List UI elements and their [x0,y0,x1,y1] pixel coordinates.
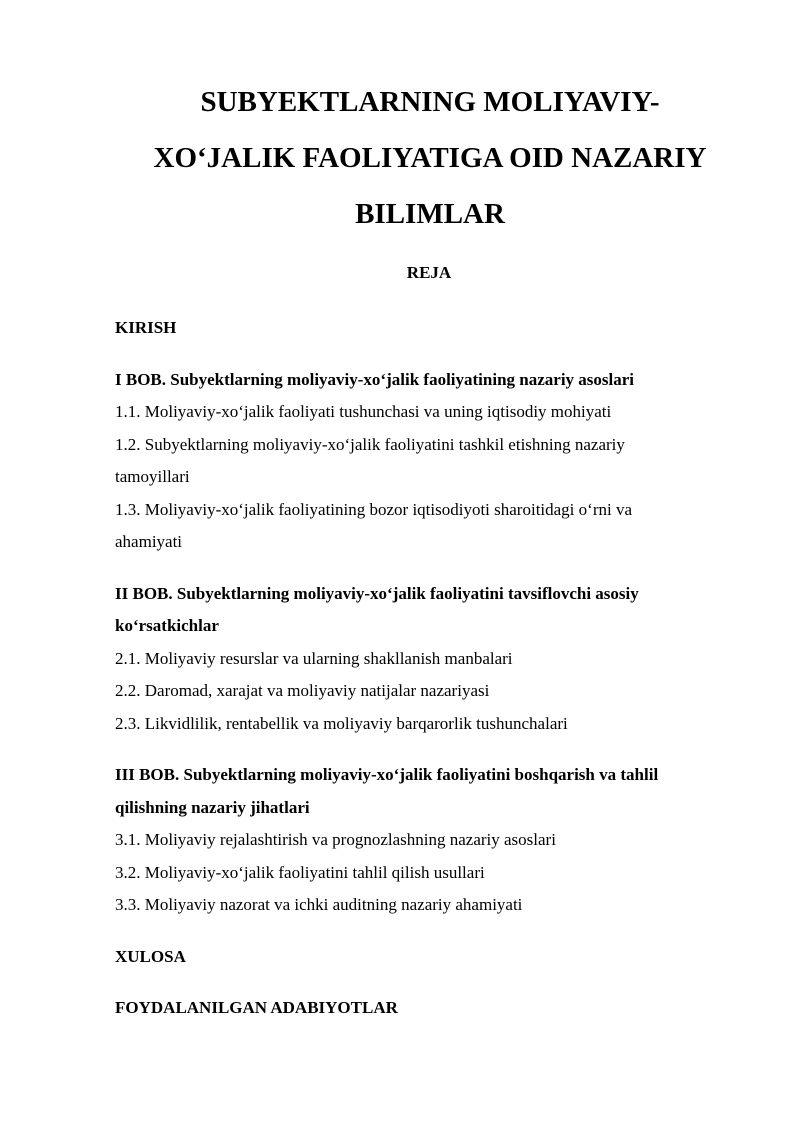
toc-chapter-3 [115,759,715,922]
toc-item [115,429,715,494]
toc-item [115,494,715,559]
chapter-heading-line: III BOB. Subyektlarning moliyaviy-xo‘jalik faoliyatini boshqarish va tahlil [115,765,659,784]
title-line: SUBYEKTLARNING MOLIYAVIY- [200,86,660,118]
toc-item [115,889,715,922]
toc-item [115,857,715,890]
toc-item-line: ahamiyati [115,532,183,551]
toc-item [115,824,715,857]
toc-intro: KIRISH [115,318,177,337]
chapter-heading-line: ko‘rsatkichlar [115,616,219,635]
chapter-heading [115,578,715,643]
document-title [100,74,760,242]
toc-item-line: tamoyillari [115,467,190,486]
toc-item [115,396,715,429]
title-line: BILIMLAR [355,198,505,230]
chapter-heading-line: II BOB. Subyektlarning moliyaviy-xo‘jalik faoliyatini tavsiflovchi asosiy [115,583,639,603]
toc-item-line: 2.2. Daromad, xarajat va moliyaviy natijalar nazariyasi [115,681,490,700]
toc-item [115,675,715,708]
plan-label: REJA [406,263,452,282]
chapter-heading-line: I BOB. Subyektlarning moliyaviy-xo‘jalik faoliyatining nazariy asoslari [115,369,635,389]
toc-item-line: 2.3. Likvidlilik, rentabellik va moliyaviy barqarorlik tushunchalari [115,713,568,733]
toc-references: FOYDALANILGAN ADABIYOTLAR [115,998,398,1017]
toc-item-line: 1.2. Subyektlarning moliyaviy-xo‘jalik faoliyatini tashkil etishning nazariy [115,434,625,454]
toc-item-line: 2.1. Moliyaviy resurslar va ularning shakllanish manbalari [115,648,513,668]
toc-conclusion: XULOSA [115,946,186,966]
toc-item-line: 1.1. Moliyaviy-xo‘jalik faoliyati tushunchasi va uning iqtisodiy mohiyati [115,402,612,421]
toc-chapter-1 [115,364,715,559]
chapter-heading [115,759,715,824]
toc-item [115,643,715,676]
toc-item-line: 1.3. Moliyaviy-xo‘jalik faoliyatining bozor iqtisodiyoti sharoitidagi o‘rni va [115,499,632,519]
toc-item-line: 3.2. Moliyaviy-xo‘jalik faoliyatini tahlil qilish usullari [115,862,485,882]
table-of-contents [115,312,715,1025]
toc-item-line: 3.3. Moliyaviy nazorat va ichki auditning nazariy ahamiyati [115,895,523,914]
title-line: XO‘JALIK FAOLIYATIGA OID NAZARIY [153,142,707,174]
chapter-heading-line: qilishning nazariy jihatlari [115,797,310,817]
chapter-heading [115,364,715,397]
toc-item-line: 3.1. Moliyaviy rejalashtirish va prognozlashning nazariy asoslari [115,830,556,849]
toc-item [115,708,715,741]
toc-chapter-2 [115,578,715,741]
